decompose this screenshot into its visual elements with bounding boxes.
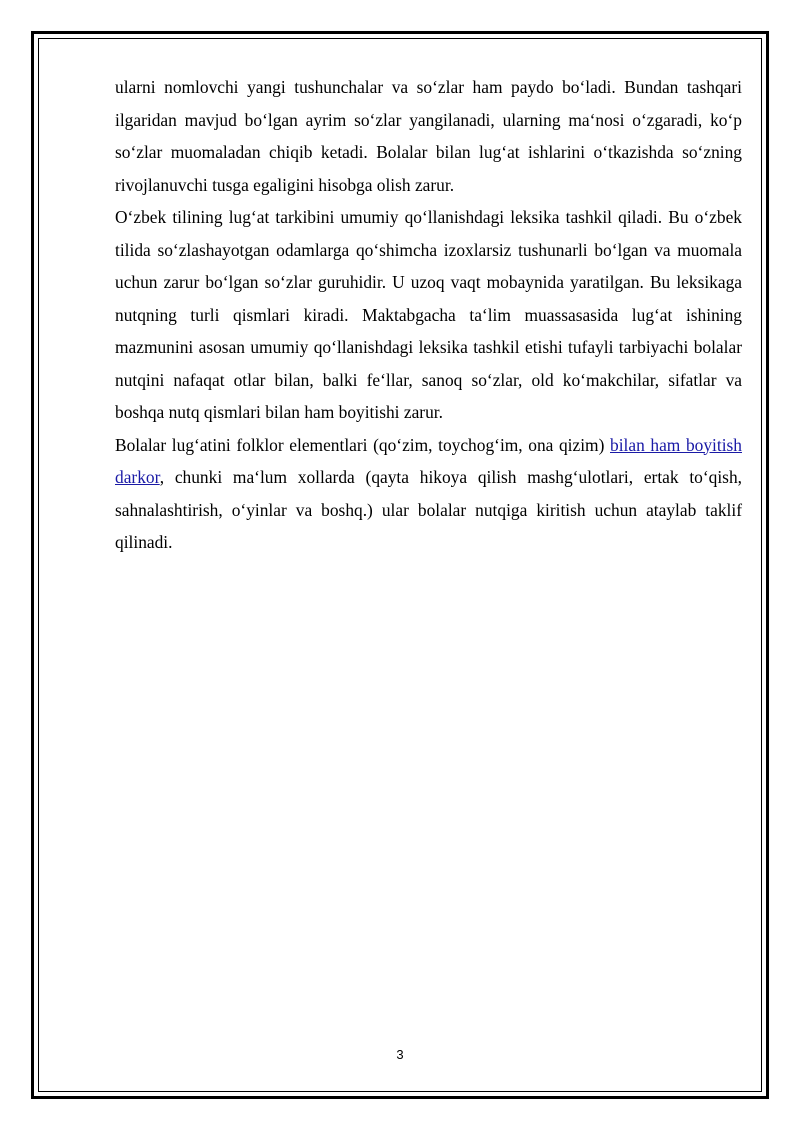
paragraph-3-text-after: , chunki ma‘lum xollarda (qayta hikoya qilish mashg‘ulotlari, ertak to‘qish, sahnalashtirish, o‘yinlar va boshq.) ular bolalar nutqiga kiritish uchun ataylab taklif qilinadi. bbox=[115, 467, 742, 552]
paragraph-2: O‘zbek tilining lug‘at tarkibini umumiy qo‘llanishdagi leksika tashkil qiladi. Bu o‘zbek tilida so‘zlashayotgan odamlarga qo‘shimcha izoxlarsiz tushunarli bo‘lgan va muomala uchun zarur bo‘lgan so‘zlar guruhidir. U uzoq vaqt mobaynida yaratilgan. Bu leksikaga nutqning turli qismlari kiradi. Maktabgacha ta‘lim muassasasida lug‘at ishining mazmunini asosan umumiy qo‘llanishdagi leksika tashkil etishi tufayli tarbiyachi bolalar nutqini nafaqat otlar bilan, balki fe‘llar, sanoq so‘zlar, old ko‘makchilar, sifatlar va boshqa nutq qismlari bilan ham boyitishi zarur. bbox=[115, 207, 742, 422]
hyperlink[interactable]: bilan ham boyitish darkor bbox=[115, 434, 742, 487]
paragraph-1: ularni nomlovchi yangi tushunchalar va so‘zlar ham paydo bo‘ladi. Bundan tashqari ilgaridan mavjud bo‘lgan ayrim so‘zlar yangilanadi, ularning ma‘nosi o‘zgaradi, ko‘p so‘zlar muomaladan chiqib ketadi. Bolalar bilan lug‘at ishlarini o‘tkazishda so‘zning rivojlanuvchi tusga egaligini hisobga olish zarur. bbox=[115, 77, 742, 195]
paragraph-3 bbox=[115, 429, 742, 559]
paragraph-3-text-before: Bolalar lug‘atini folklor elementlari (qo‘zim, toychog‘im, ona qizim) bbox=[115, 434, 610, 455]
page-number: 3 bbox=[396, 1047, 404, 1062]
document-body bbox=[115, 71, 742, 559]
